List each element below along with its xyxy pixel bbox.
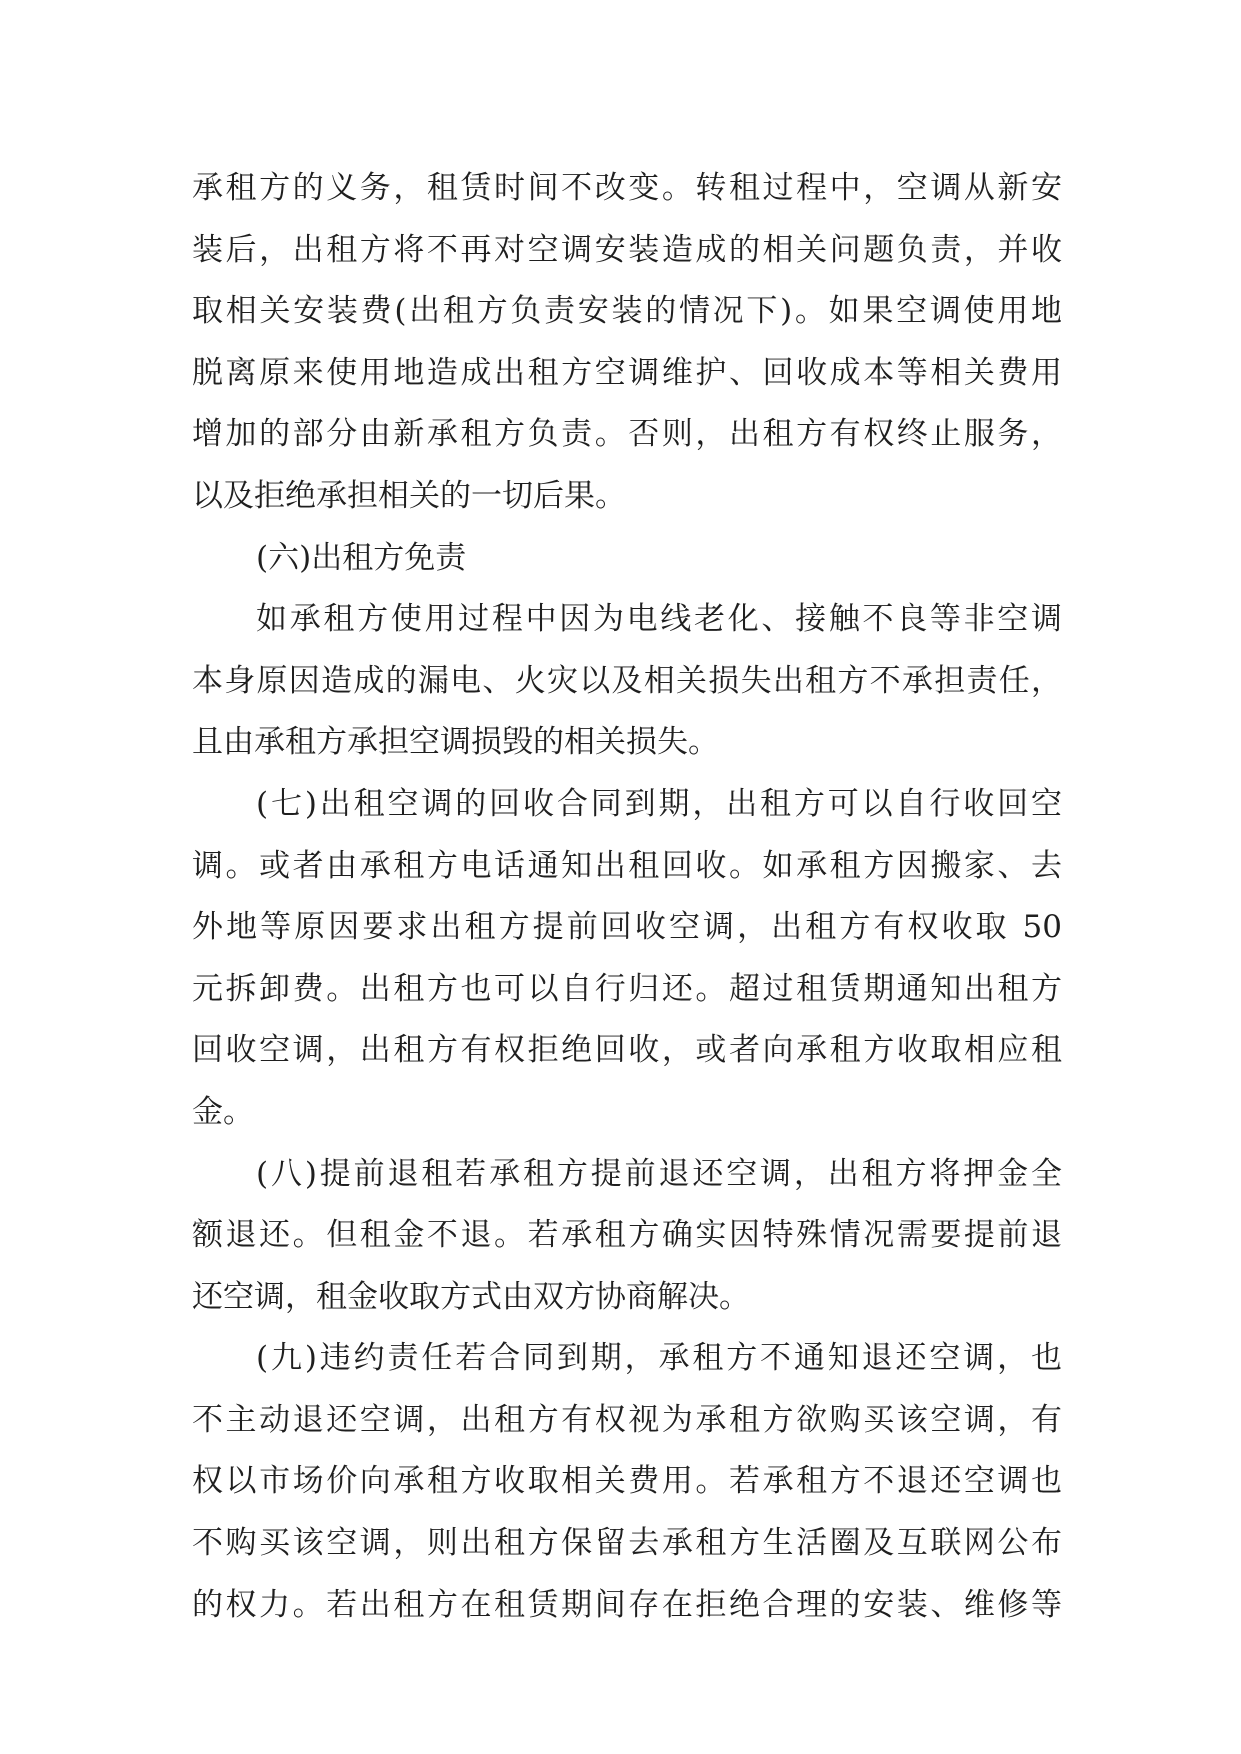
- paragraph-early-termination: [192, 1144, 1062, 1329]
- text-line: 外地等原因要求出租方提前回收空调，出租方有权收取 50: [192, 909, 1062, 946]
- paragraph-sublease-obligations: [192, 158, 1062, 528]
- text-line: 装后，出租方将不再对空调安装造成的相关问题负责，并收: [192, 231, 1062, 268]
- text-line: 增加的部分由新承租方负责。否则，出租方有权终止服务，: [192, 416, 1062, 453]
- text-line: (九)违约责任若合同到期，承租方不通知退还空调，也: [256, 1340, 1062, 1377]
- text-line: (八)提前退租若承租方提前退还空调，出租方将押金全: [256, 1155, 1062, 1192]
- text-line: 元拆卸费。出租方也可以自行归还。超过租赁期通知出租方: [192, 970, 1062, 1007]
- text-line: 承租方的义务，租赁时间不改变。转租过程中，空调从新安: [192, 170, 1062, 206]
- text-line: 的权力。若出租方在租赁期间存在拒绝合理的安装、维修等: [192, 1586, 1062, 1623]
- paragraph-exemption-details: [192, 589, 1062, 774]
- text-line: 回收空调，出租方有权拒绝回收，或者向承租方收取相应租: [192, 1032, 1062, 1069]
- text-line: 脱离原来使用地造成出租方空调维护、回收成本等相关费用: [192, 354, 1062, 391]
- paragraph-breach-liability: [192, 1328, 1062, 1636]
- text-line: 额退还。但租金不退。若承租方确实因特殊情况需要提前退: [192, 1217, 1062, 1254]
- text-line: 本身原因造成的漏电、火灾以及相关损失出租方不承担责任，: [192, 662, 1062, 699]
- text-line: (七)出租空调的回收合同到期，出租方可以自行收回空: [256, 785, 1062, 822]
- paragraph-recovery: [192, 774, 1062, 1144]
- text-line: 取相关安装费(出租方负责安装的情况下)。如果空调使用地: [192, 293, 1062, 330]
- text-line: (六)出租方免责: [256, 539, 467, 576]
- text-line: 金。: [192, 1093, 254, 1130]
- text-line: 权以市场价向承租方收取相关费用。若承租方不退还空调也: [192, 1463, 1062, 1500]
- section-heading-lessor-exemption: [192, 528, 1062, 590]
- document-body: [192, 158, 1062, 1636]
- text-line: 且由承租方承担空调损毁的相关损失。: [192, 724, 719, 761]
- text-line: 如承租方使用过程中因为电线老化、接触不良等非空调: [256, 601, 1062, 638]
- text-line: 调。或者由承租方电话通知出租回收。如承租方因搬家、去: [192, 847, 1062, 884]
- text-line: 不主动退还空调，出租方有权视为承租方欲购买该空调，有: [192, 1401, 1062, 1438]
- text-line: 还空调，租金收取方式由双方协商解决。: [192, 1278, 750, 1315]
- text-line: 以及拒绝承担相关的一切后果。: [192, 477, 626, 514]
- text-line: 不购买该空调，则出租方保留去承租方生活圈及互联网公布: [192, 1525, 1062, 1562]
